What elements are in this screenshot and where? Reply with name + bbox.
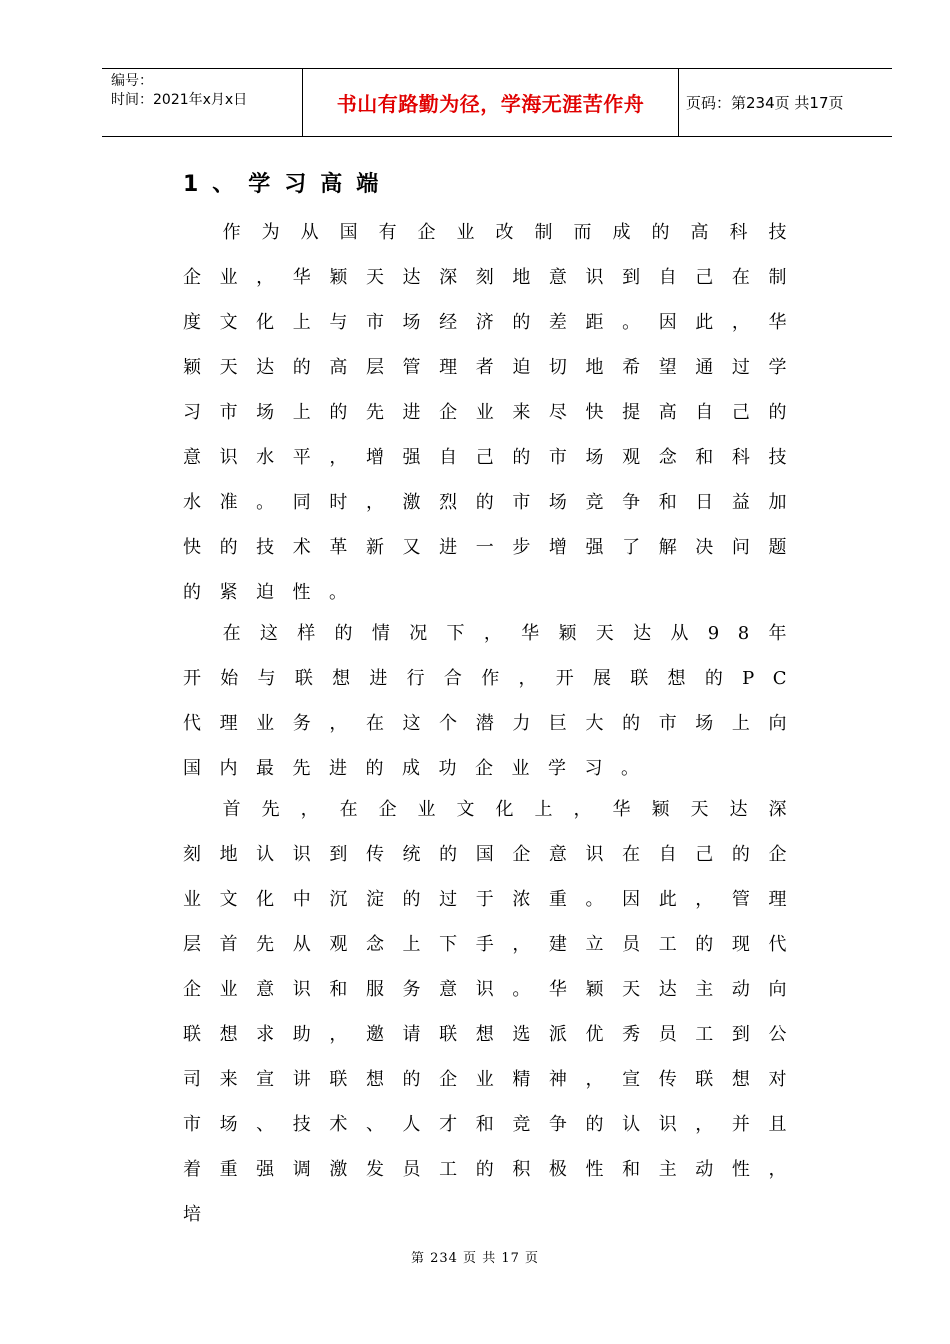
paragraph: 作为从国有企业改制而成的高科技企业，华颖天达深刻地意识到自己在制度文化上与市场经济的差距。因此，华颖天达的高层管理者迫切地希望通过学习市场上的先进企业来尽快提高自己的意识水平，增强自己的市场观念和科技水准。同时，激烈的市场竞争和日益加快的技术革新又进一步增强了解决问题的紧迫性。 bbox=[183, 222, 805, 603]
header-page-code: 页码：第234页 共17页 bbox=[686, 94, 844, 112]
header-meta bbox=[102, 69, 302, 136]
number-label: 编号： bbox=[111, 73, 153, 89]
section-title: 1、学习高端 bbox=[183, 172, 393, 197]
header-motto: 书山有路勤为径，学海无涯苦作舟 bbox=[302, 69, 679, 136]
paragraph: 首先，在企业文化上，华颖天达深刻地认识到传统的国企意识在自己的企业文化中沉淀的过于浓重。因此，管理层首先从观念上下手，建立员工的现代企业意识和服务意识。华颖天达主动向联想求助，邀请联想选派优秀员工到公司来宣讲联想的企业精神，宣传联想对市场、技术、人才和竞争的认识，并且着重强调激发员工的积极性和主动性，培 bbox=[183, 799, 805, 1225]
paragraph: 在这样的情况下，华颖天达从98年开始与联想进行合作，开展联想的PC代理业务，在这个潜力巨大的市场上向国内最先进的成功企业学习。 bbox=[183, 623, 805, 779]
page-footer: 第 234 页 共 17 页 bbox=[410, 1251, 540, 1266]
document-body bbox=[183, 160, 805, 1237]
page-header bbox=[102, 68, 892, 137]
time-label: 时间：2021年x月x日 bbox=[111, 92, 248, 108]
